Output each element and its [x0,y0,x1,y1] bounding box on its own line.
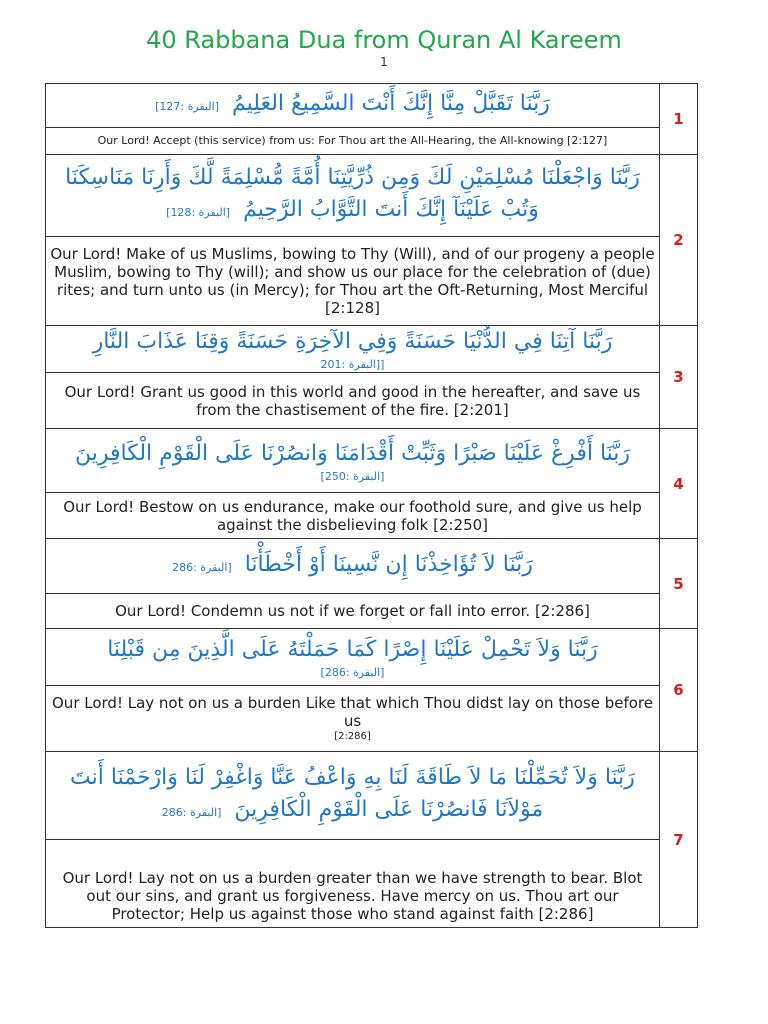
dua-row-3-english [46,373,698,429]
dua-arabic [46,629,660,686]
dua-row-1-english [46,128,698,155]
dua-number: 2 [660,155,698,326]
dua-row-6-arabic [46,629,698,686]
dua-translation: Our Lord! Condemn us not if we forget or fall into error. [2:286] [46,594,660,629]
dua-number: 5 [660,539,698,629]
dua-arabic [46,155,660,237]
verse-reference: [2:286] [334,730,371,742]
dua-number: 1 [660,84,698,155]
dua-number: 4 [660,429,698,539]
dua-arabic [46,326,660,373]
surah-reference: [البقرة :286] [320,666,385,679]
dua-row-7-english [46,840,698,928]
dua-row-5-arabic [46,539,698,594]
dua-row-1-arabic [46,84,698,128]
page-title: 40 Rabbana Dua from Quran Al Kareem [146,26,622,54]
dua-number: 3 [660,326,698,429]
dua-arabic-text: رَبَّنَا تَقَبَّلْ مِنَّا إِنَّكَ أَنْتَ السَّمِيعُ العَلِيمُ [232,91,550,116]
surah-reference: [البقرة :250] [320,469,385,483]
dua-arabic-text: رَبَّنَا وَلاَ تُحَمِّلْنَا مَا لاَ طَاقَةَ لَنَا بِهِ وَاعْفُ عَنَّا وَاغْفِرْ لَنَا وَارْحَمْنَا أَنتَ مَوْلاَنَا فَانصُرْنَا عَلَى الْقَوْمِ الْكَافِرِينَ [70,765,635,822]
dua-translation: Our Lord! Accept (this service) from us: For Thou art the All-Hearing, the All-knowing [2:127] [46,128,660,155]
dua-arabic [46,539,660,594]
surah-reference: [البقرة :286 [172,560,232,574]
dua-translation: Our Lord! Make of us Muslims, bowing to Thy (Will), and of our progeny a people Muslim, bowing to Thy (will); and show us our place for the celebration of (due) rites; and turn unto us (in Mercy); for Thou art the Oft-Returning, Most Merciful [2:128] [46,237,660,326]
dua-arabic [46,84,660,128]
page-number: 1 [380,55,388,69]
dua-table [45,83,698,928]
surah-reference: [البقرة :127] [155,100,220,113]
dua-row-4-arabic [46,429,698,493]
dua-translation-text: Our Lord! Lay not on us a burden Like that which Thou didst lay on those before us [52,693,653,730]
dua-row-2-arabic [46,155,698,237]
dua-arabic-text: رَبَّنَا لاَ تُؤَاخِذْنَا إِن نَّسِينَا أَوْ أَخْطَأْنَا [244,551,533,577]
dua-translation: Our Lord! Bestow on us endurance, make our foothold sure, and give us help against the disbelieving folk [2:250] [46,493,660,539]
dua-row-7-arabic [46,752,698,840]
dua-number: 6 [660,629,698,752]
dua-number: 7 [660,752,698,928]
dua-arabic [46,752,660,840]
dua-translation: Our Lord! Lay not on us a burden greater than we have strength to bear. Blot out our sins, and grant us forgiveness. Have mercy on us. Thou art our Protector; Help us against those who stand against faith [2:286] [46,840,660,928]
dua-translation [46,686,660,752]
dua-arabic [46,429,660,493]
dua-row-3-arabic [46,326,698,373]
dua-row-2-english [46,237,698,326]
dua-arabic-text: رَبَّنَا وَاجْعَلْنَا مُسْلِمَيْنِ لَكَ وَمِن ذُرِّيَّتِنَا أُمَّةً مُّسْلِمَةً لَّكَ وَأَرِنَا مَنَاسِكَنَا وَتُبْ عَلَيْنَآ إِنَّكَ أَنتَ التَّوَّابُ الرَّحِيمُ [65,165,640,222]
dua-row-5-english [46,594,698,629]
dua-row-6-english [46,686,698,752]
dua-arabic-text: رَبَّنَا أَفْرِغْ عَلَيْنَا صَبْرًا وَثَبِّتْ أَقْدَامَنَا وَانصُرْنَا عَلَى الْقَوْمِ الْكَافِرِينَ [74,440,631,466]
surah-reference: [البقرة :128] [166,206,231,219]
dua-arabic-text: رَبَّنَا آتِنَا فِي الدُّنْيَا حَسَنَةً وَفِي الآخِرَةِ حَسَنَةً وَقِنَا عَذَابَ النَّارِ [92,329,613,354]
surah-reference: [[البقرة :201 [320,358,385,371]
dua-translation: Our Lord! Grant us good in this world and good in the hereafter, and save us from the chastisement of the fire. [2:201] [46,373,660,429]
surah-reference: [البقرة :286 [161,806,222,819]
dua-arabic-text: رَبَّنَا وَلاَ تَحْمِلْ عَلَيْنَا إِصْرًا كَمَا حَمَلْتَهُ عَلَى الَّذِينَ مِن قَبْلِنَا [107,637,598,662]
dua-row-4-english [46,493,698,539]
